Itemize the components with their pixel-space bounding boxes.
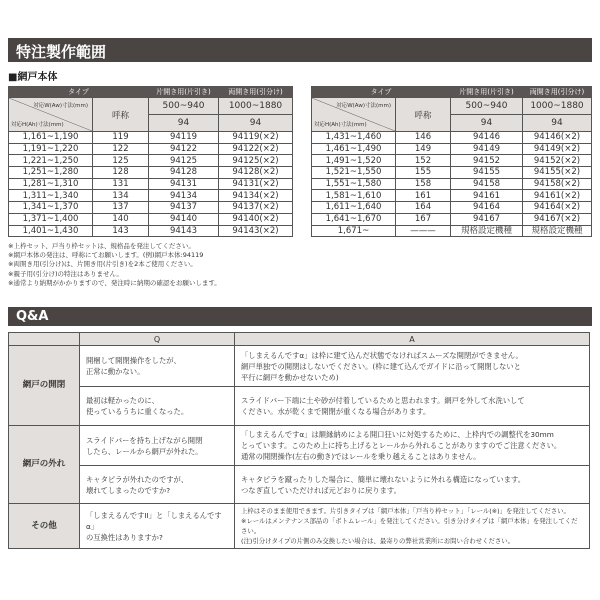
cell: 94155: [451, 167, 523, 179]
table-row: [312, 213, 592, 225]
cell: 94149(×2): [523, 143, 592, 155]
table-row: [312, 225, 592, 237]
cell: 1,371~1,400: [9, 213, 93, 225]
double-range: 1000~1880: [523, 98, 592, 115]
cell: 94143: [149, 225, 219, 237]
single-header: 片開き用(片引き): [149, 87, 219, 98]
cell: 158: [396, 178, 451, 190]
cell: 1,281~1,310: [9, 178, 93, 190]
cell: 1,161~1,190: [9, 132, 93, 144]
cell: 94140(×2): [219, 213, 293, 225]
question: 開梱して開閉操作をしたが、 正常に動かない。: [80, 346, 235, 387]
cell: 94161(×2): [523, 190, 592, 202]
table-row: [9, 202, 293, 214]
cell: 94125: [149, 155, 219, 167]
cell: 94146: [451, 132, 523, 144]
cell: 128: [93, 167, 149, 179]
size-table-right: [311, 86, 592, 237]
section-title-qa: Q&A: [8, 307, 592, 326]
cell: 94167: [451, 213, 523, 225]
cell: 94158(×2): [523, 178, 592, 190]
single-range: 500~940: [451, 98, 523, 115]
double-header: 両開き用(引分け): [523, 87, 592, 98]
question: 最初は軽かったのに、 使っているうちに重くなった。: [80, 387, 235, 426]
table-row: [9, 155, 293, 167]
cell: 140: [93, 213, 149, 225]
cell: 1,581~1,610: [312, 190, 396, 202]
question: 「しまえるんですII」と「しまえるんですα」 の互換性はありますか?: [80, 504, 235, 549]
cell: 94161: [451, 190, 523, 202]
cell: 94155(×2): [523, 167, 592, 179]
note-line: ※上枠セット、戸当り枠セットは、規格品を発注してください。: [8, 242, 195, 250]
single-header: 片開き用(片引き): [451, 87, 523, 98]
table-row: [312, 190, 592, 202]
qa-row: [9, 387, 590, 426]
table-row: [312, 143, 592, 155]
qa-row: [9, 426, 590, 466]
cell: 規格設定機種: [451, 225, 523, 237]
qa-table: [8, 332, 590, 549]
cell: 94152(×2): [523, 155, 592, 167]
cell: 1,251~1,280: [9, 167, 93, 179]
answer: 「しまえるんですα」は額縁納めによる開口狂いに対処するために、上枠内での調整代を30mm とっています。このため上に持ち上げるとレールから外れることがありますのでご注意ください。 通常の開閉操作(左右の動き)ではレールを乗り越えることはありません。: [235, 426, 590, 466]
note-line: ※網戸本体の発注は、呼称にてお願いします。(例)網戸本体:94119: [8, 251, 204, 260]
cell: 1,611~1,640: [312, 202, 396, 214]
size-table-left: [8, 86, 293, 237]
cell: 137: [93, 202, 149, 214]
double-code: 94: [219, 115, 293, 132]
qa-category: その他: [9, 504, 80, 549]
notes: [8, 242, 221, 288]
answer: キャタピラを蹴ったりした場合に、簡単に壊れないように外れる構造になっています。 つなぎ直していただければ元どおりに戻ります。: [235, 466, 590, 504]
cell: 134: [93, 190, 149, 202]
cell: 131: [93, 178, 149, 190]
note-line: ※通常より納期がかかりますので、発注時に納期の確認をお願いします。: [8, 278, 221, 287]
single-code: 94: [451, 115, 523, 132]
cell: 94140: [149, 213, 219, 225]
table-row: [9, 213, 293, 225]
cell: 94164: [451, 202, 523, 214]
note-line: ※親子用(引分け)の特注はありません。: [8, 269, 123, 278]
cell: 1,341~1,370: [9, 202, 93, 214]
cell: 125: [93, 155, 149, 167]
cell: 94122(×2): [219, 143, 293, 155]
qa-corner: [9, 333, 80, 346]
cell: 1,191~1,220: [9, 143, 93, 155]
cell: 94164(×2): [523, 202, 592, 214]
cell: 1,671~: [312, 225, 396, 237]
table-row: [312, 132, 592, 144]
dimension-header: 対応W(Aw)寸法(mm) 対応H(Ah)寸法(mm): [312, 98, 396, 132]
table-row: [9, 178, 293, 190]
type-header: タイプ: [312, 87, 451, 98]
table-row: [9, 143, 293, 155]
cell: 94131: [149, 178, 219, 190]
qa-category: 網戸の外れ: [9, 426, 80, 504]
cell: 164: [396, 202, 451, 214]
cell: 94125(×2): [219, 155, 293, 167]
cell: 94137(×2): [219, 202, 293, 214]
cell: 152: [396, 155, 451, 167]
cell: 94128(×2): [219, 167, 293, 179]
qa-row: [9, 346, 590, 387]
cell: 94122: [149, 143, 219, 155]
cell: 119: [93, 132, 149, 144]
cell: 1,641~1,670: [312, 213, 396, 225]
table-row: [312, 155, 592, 167]
cell: 1,461~1,490: [312, 143, 396, 155]
cell: ———: [396, 225, 451, 237]
cell: 94146(×2): [523, 132, 592, 144]
cell: 94119: [149, 132, 219, 144]
cell: 94134: [149, 190, 219, 202]
table-row: [312, 167, 592, 179]
cell: 1,311~1,340: [9, 190, 93, 202]
cell: 94119(×2): [219, 132, 293, 144]
cell: 94152: [451, 155, 523, 167]
cell: 155: [396, 167, 451, 179]
q-header: Q: [80, 333, 235, 346]
cell: 122: [93, 143, 149, 155]
cell: 161: [396, 190, 451, 202]
table-row: [312, 178, 592, 190]
table-row: [9, 190, 293, 202]
question: キャタピラが外れたのですが、 壊れてしまったのですか?: [80, 466, 235, 504]
question: スライドバーを持ち上げながら開閉 したら、レールから網戸が外れた。: [80, 426, 235, 466]
answer: 上枠はそのまま使用できます。片引きタイプは「網戸本体」「戸当り枠セット」「レール(※)」を発注してください。 ※レールはメンテナンス部品の「ボトムレール」を発注してください。引き分けタイプは「網戸本体」を発注してください。 (注)引分けタイプの片側のみ交換したい場合は、最寄りの弊社営業所にお問い合わせください。: [235, 504, 590, 549]
answer: 「しまえるんですα」は枠に建て込んだ状態でなければスムーズな開閉ができません。 網戸単独での開閉はしないでください。(枠に建て込んでガイドに沿って開閉しないと 平行に網戸を動かせないため): [235, 346, 590, 387]
qa-row: [9, 466, 590, 504]
qa-row: [9, 504, 590, 549]
double-header: 両開き用(引分け): [219, 87, 293, 98]
note-line: ※両開き用(引分け)は、片開き用(片引き)を2本ご使用ください。: [8, 260, 197, 269]
cell: 94128: [149, 167, 219, 179]
cell: 1,551~1,580: [312, 178, 396, 190]
double-code: 94: [523, 115, 592, 132]
table-row: [9, 225, 293, 237]
cell: 94143(×2): [219, 225, 293, 237]
cell: 94134(×2): [219, 190, 293, 202]
cell: 94149: [451, 143, 523, 155]
name-header: 呼称: [93, 98, 149, 132]
single-code: 94: [149, 115, 219, 132]
cell: 146: [396, 132, 451, 144]
cell: 167: [396, 213, 451, 225]
double-range: 1000~1880: [219, 98, 293, 115]
single-range: 500~940: [149, 98, 219, 115]
cell: 1,401~1,430: [9, 225, 93, 237]
table-row: [9, 167, 293, 179]
cell: 94158: [451, 178, 523, 190]
cell: 94131(×2): [219, 178, 293, 190]
cell: 143: [93, 225, 149, 237]
cell: 94167(×2): [523, 213, 592, 225]
cell: 1,491~1,520: [312, 155, 396, 167]
table-row: [312, 202, 592, 214]
table-row: [9, 132, 293, 144]
name-header: 呼称: [396, 98, 451, 132]
answer: スライドバー下端に土や砂が付着しているためと思われます。網戸を外して水洗いして ください。水が乾くまで開閉が重くなる場合があります。: [235, 387, 590, 426]
subsection-title: ■網戸本体: [8, 72, 58, 83]
cell: 149: [396, 143, 451, 155]
qa-category: 網戸の開閉: [9, 346, 80, 426]
a-header: A: [235, 333, 590, 346]
type-header: タイプ: [9, 87, 149, 98]
dimension-header: 対応W(Aw)寸法(mm) 対応H(Ah)寸法(mm): [9, 98, 93, 132]
cell: 1,521~1,550: [312, 167, 396, 179]
cell: 94137: [149, 202, 219, 214]
cell: 1,431~1,460: [312, 132, 396, 144]
cell: 規格設定機種: [523, 225, 592, 237]
section-title-custom-range: 特注製作範囲: [8, 38, 592, 62]
cell: 1,221~1,250: [9, 155, 93, 167]
